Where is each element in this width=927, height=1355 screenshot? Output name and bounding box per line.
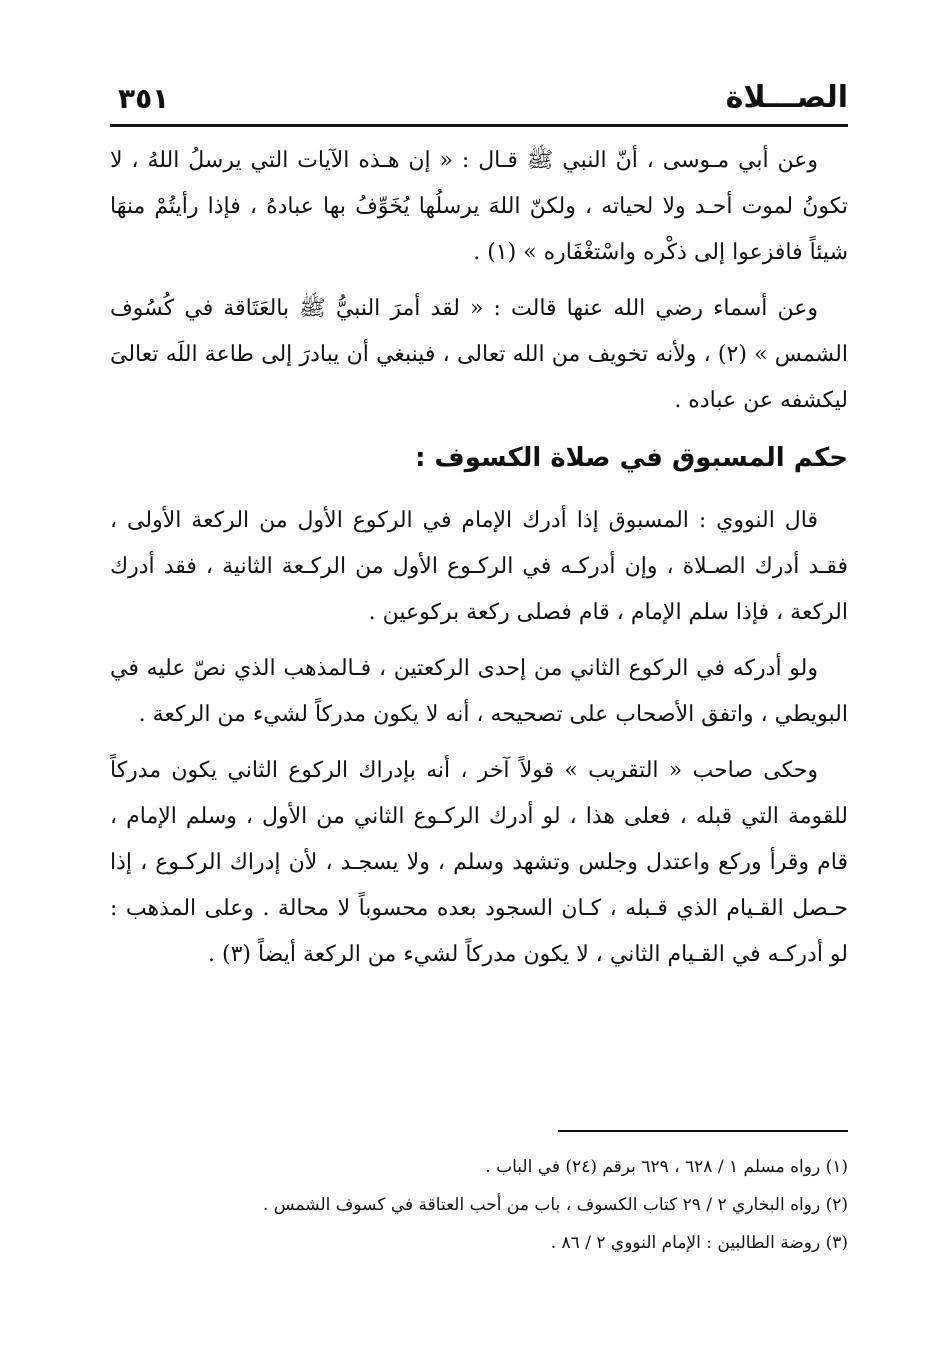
footnote-1: (١) رواه مسلم ١ / ٦٢٨ ، ٦٢٩ برقم (٢٤) في الباب . (485, 1157, 848, 1177)
header-divider (110, 124, 848, 127)
footnote-2: (٢) رواه البخاري ٢ / ٢٩ كتاب الكسوف ، باب من أحب العتاقة في كسوف الشمس . (262, 1195, 848, 1215)
main-text (110, 138, 848, 988)
paragraph-taqrib: وحكى صاحب « التقريب » قولاً آخر ، أنه بإدراك الركوع الثاني يكون مدركاً للقومة التي قبله ، فعلى هذا ، لو أدرك الركـوع الثاني من الأول ، وسلم الإمام ، قام وقرأ وركع واعتدل وجلس وتشهد وسلم ، ولا يسجـد ، لأن إدراك الركـوع ، إذا حـصل القـيام الذي قـبله ، كـان السجود بعده محسوباً لا محالة . وعلى المذهب : لو أدركـه في القـيام الثاني ، لا يكون مدركاً لشيء من الركعة أيضاً (٣) . (110, 758, 848, 967)
page-number: ٣٥١ (118, 82, 170, 115)
chapter-title: الصـــلاة (725, 80, 848, 115)
section-heading: حكم المسبوق في صلاة الكسوف : (415, 443, 848, 473)
paragraph-second-ruku: ولو أدركه في الركوع الثاني من إحدى الركعتين ، فـالمذهب الذي نصّ عليه في البويطي ، واتفق الأصحاب على تصحيحه ، أنه لا يكون مدركاً لشيء من الركعة . (110, 656, 848, 727)
paragraph-nawawi: قال النووي : المسبوق إذا أدرك الإمام في الركوع الأول من الركعة الأولى ، فقـد أدرك الصـلاة ، وإن أدركـه في الركـوع الأول من الركـعة الثانية ، فقد أدرك الركعة ، فإذا سلم الإمام ، قام فصلى ركعة بركوعين . (110, 508, 848, 625)
paragraph-asma-hadith: وعن أسماء رضي الله عنها قالت : « لقد أمرَ النبيُّ ﷺ بالعَتَاقة في كُسُوف الشمس » (٢) ، ولأنه تخويف من الله تعالى ، فينبغي أن يبادرَ إلى طاعة اللَه تعالىَ ليكشفه عن عباده . (110, 296, 848, 413)
footnote-3: (٣) روضة الطالبين : الإمام النووي ٢ / ٨٦ . (550, 1233, 848, 1253)
footnote-divider (558, 1130, 848, 1132)
footnotes (110, 1148, 848, 1262)
paragraph-abu-musa-hadith: وعن أبي مـوسى ، أنّ النبي ﷺ قـال : « إن هـذه الآيات التي يرسلُ اللهُ ، لا تكونُ لموت أحـد ولا لحياته ، ولكنّ اللهَ يرسلُها يُخَوِّفُ بها عبادهُ ، فإذا رأيتُمْ منهَا شيئاً فافزعوا إلى ذكْره واسْتغْفَاره » (١) . (110, 148, 848, 265)
page-header (110, 76, 848, 124)
